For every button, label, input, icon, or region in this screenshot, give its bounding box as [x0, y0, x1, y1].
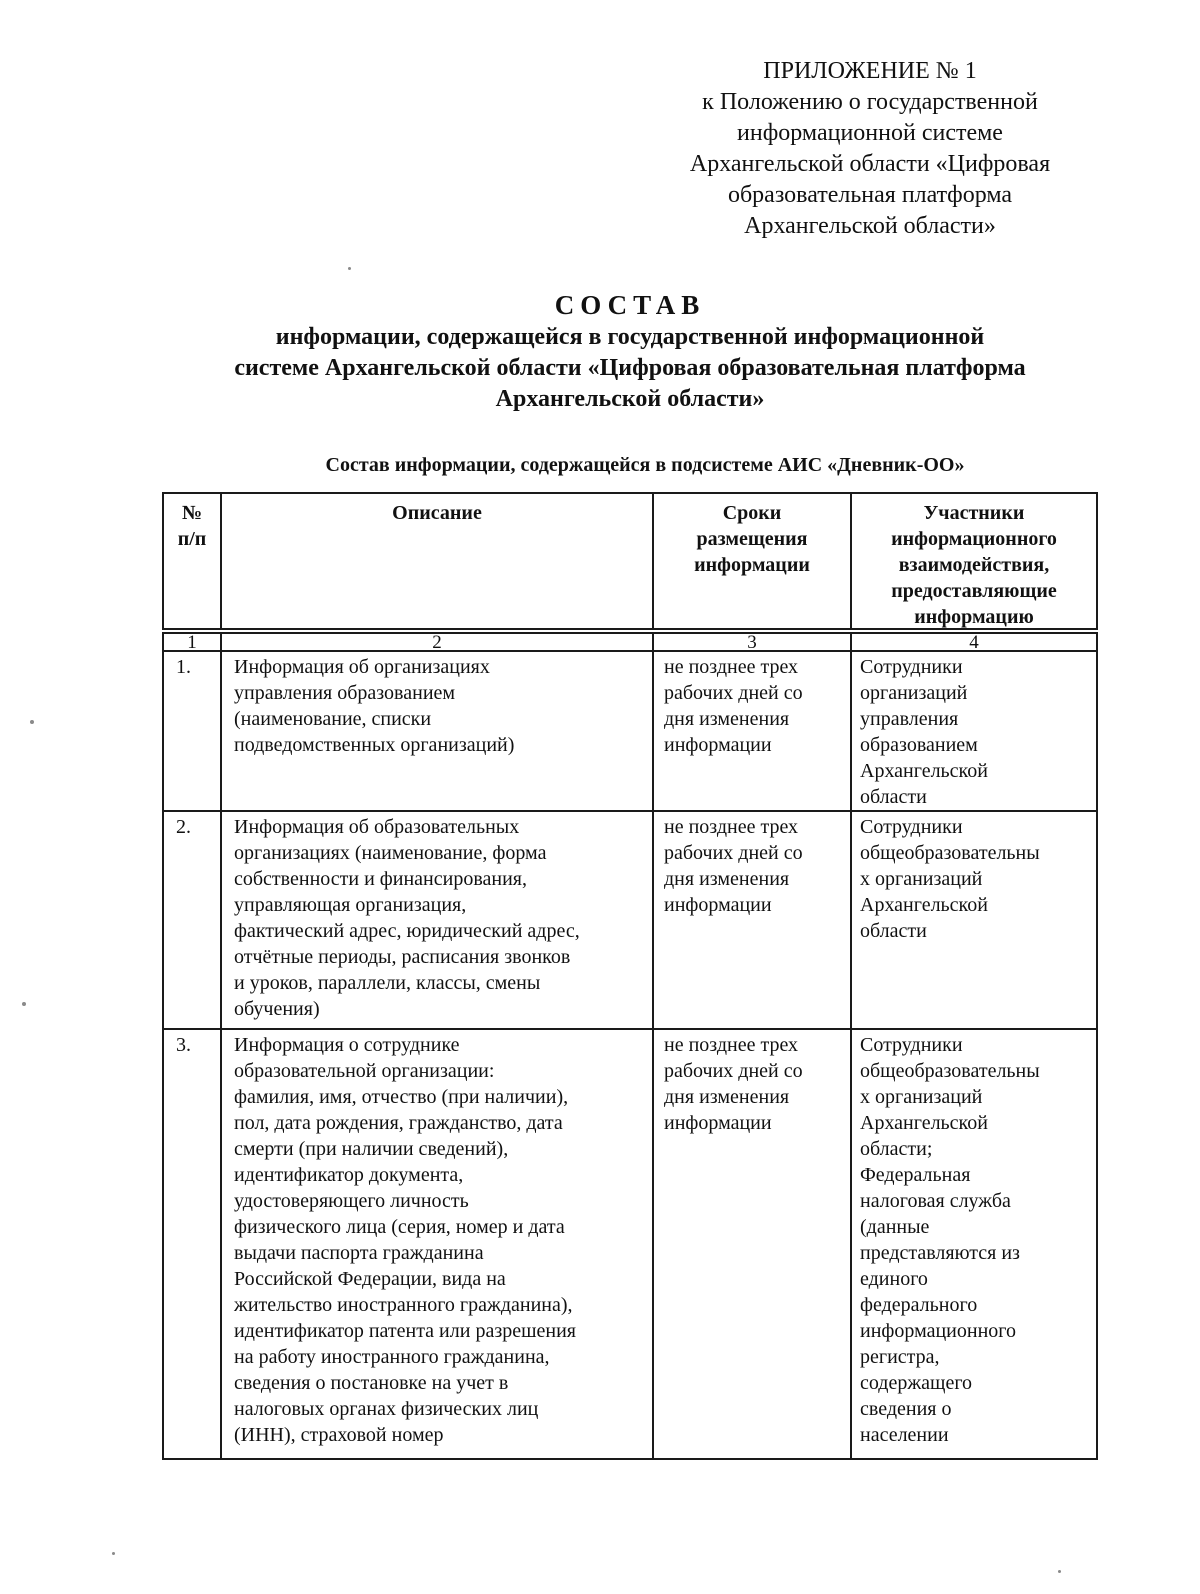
row-terms: не позднее трех рабочих дней со дня изменения информации	[664, 1034, 803, 1134]
column-number: 4	[969, 632, 979, 653]
appendix-line: к Положению о государственной	[702, 89, 1038, 115]
header-description: Описание	[392, 502, 482, 524]
row-participants: Сотрудники организаций управления образованием Архангельской области	[860, 656, 988, 808]
appendix-line: Архангельской области»	[744, 213, 996, 239]
column-number: 2	[432, 632, 442, 653]
row-number: 1.	[176, 656, 191, 678]
column-number: 1	[187, 632, 197, 653]
appendix-line: Архангельской области «Цифровая	[689, 151, 1051, 177]
table-row	[164, 652, 1096, 812]
row-number: 3.	[176, 1034, 191, 1056]
scan-speck	[1058, 1570, 1061, 1573]
table-row	[164, 1030, 1096, 1458]
scan-speck	[112, 1552, 115, 1555]
title-line: Архангельской области»	[495, 386, 765, 412]
appendix-line: информационной системе	[737, 120, 1003, 146]
table-caption: Состав информации, содержащейся в подсистеме АИС «Дневник-ОО»	[325, 454, 965, 476]
title-line: информации, содержащейся в государственной информационной	[275, 324, 985, 350]
row-terms: не позднее трех рабочих дней со дня изменения информации	[664, 816, 803, 916]
row-terms: не позднее трех рабочих дней со дня изменения информации	[664, 656, 803, 756]
header-terms: Сроки размещения информации	[694, 502, 810, 576]
row-description: Информация об образовательных организациях (наименование, форма собственности и финансирования, управляющая организация, фактический адрес, юридический адрес, отчётные периоды, расписания звонков и уроков, параллели, классы, смены обучения)	[234, 816, 580, 1020]
appendix-header	[650, 56, 1090, 242]
document-title	[140, 288, 1120, 415]
title-word: СОСТАВ	[554, 290, 706, 320]
title-line: системе Архангельской области «Цифровая образовательная платформа	[234, 355, 1026, 381]
scan-speck	[30, 720, 34, 724]
scan-speck	[348, 267, 351, 270]
appendix-line: ПРИЛОЖЕНИЕ № 1	[763, 58, 977, 84]
row-description: Информация о сотруднике образовательной организации: фамилия, имя, отчество (при наличии), пол, дата рождения, гражданство, дата смерти (при наличии сведений), идентификатор документа, удостоверяющего личность физического лица (серия, номер и дата выдачи паспорта гражданина Российской Федерации, вида на жительство иностранного гражданина), идентификатор патента или разрешения на работу иностранного гражданина, сведения о постановке на учет в налоговых органах физических лиц (ИНН), страховой номер	[234, 1034, 576, 1446]
row-description: Информация об организациях управления образованием (наименование, списки подведомственных организаций)	[234, 656, 515, 756]
table-row	[164, 812, 1096, 1030]
scan-speck	[22, 1002, 26, 1006]
row-number: 2.	[176, 816, 191, 838]
column-number-row	[162, 632, 1098, 652]
header-num: № п/п	[177, 502, 207, 550]
header-participants: Участники информационного взаимодействия, предоставляющие информацию	[891, 502, 1057, 628]
column-number: 3	[747, 632, 757, 653]
row-participants: Сотрудники общеобразовательны х организаций Архангельской области	[860, 816, 1040, 942]
table-header-row	[162, 492, 1098, 630]
row-participants: Сотрудники общеобразовательны х организаций Архангельской области; Федеральная налоговая служба (данные представляются из единого федерального информационного регистра, содержащего сведения о населении	[860, 1034, 1040, 1446]
table-body	[162, 652, 1098, 1460]
appendix-line: образовательная платформа	[727, 182, 1013, 208]
